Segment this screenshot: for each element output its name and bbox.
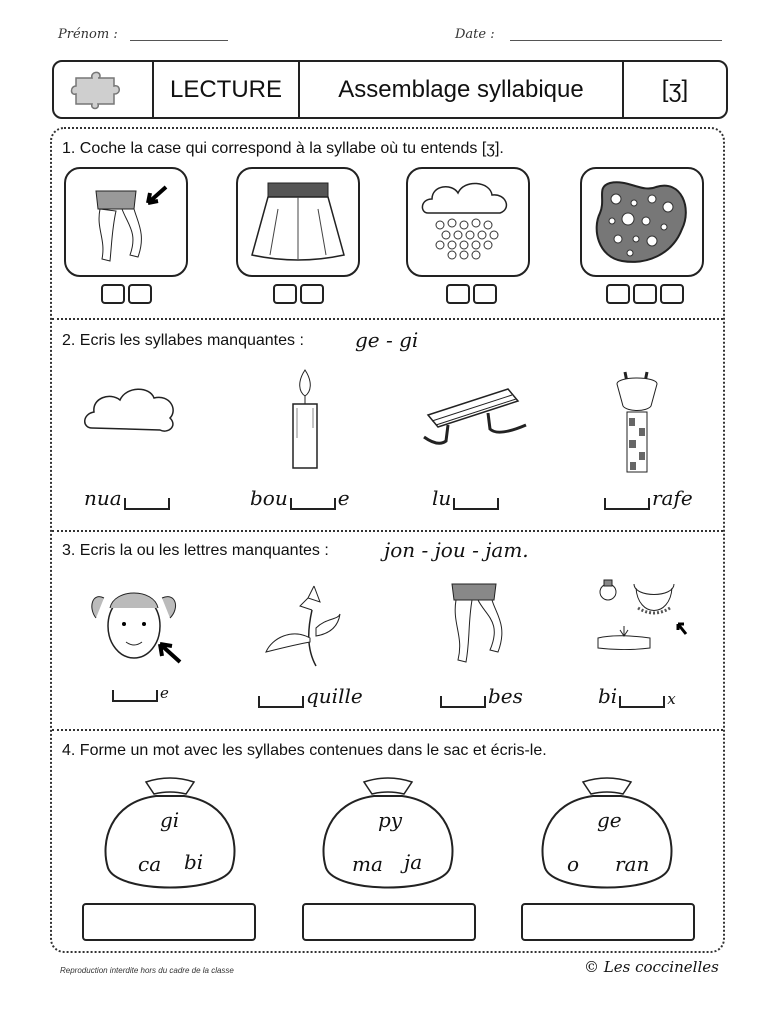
bag-syllable: gi [160, 808, 180, 832]
exercise3-letters: jon - jou - jam. [384, 538, 529, 562]
bag-syllable: ge [597, 808, 622, 832]
fill-word: bes [438, 684, 523, 708]
bag-syllable: ca [138, 852, 162, 876]
fill-word: lu [432, 486, 501, 510]
puzzle-piece-icon [54, 62, 152, 117]
exercise1-instruction: 1. Coche la case qui correspond à la syllabe où tu entends [ʒ]. [62, 140, 504, 157]
answer-blank[interactable] [258, 696, 304, 708]
subject-title: LECTURE [152, 62, 298, 117]
fill-word: bou e [250, 486, 350, 510]
joue-picture [84, 578, 184, 673]
jonquille-picture [262, 578, 342, 673]
publisher-signature: © Les coccinelles [584, 958, 719, 976]
eponge-picture [580, 167, 704, 277]
date-field[interactable] [510, 40, 722, 41]
fill-word: bi x [598, 684, 676, 708]
exercise2-syllables: ge - gi [355, 328, 419, 352]
copyright-notice: Reproduction interdite hors du cadre de la classe [60, 966, 234, 975]
syllable-checkbox[interactable] [660, 284, 684, 304]
bag-syllable: bi [184, 850, 204, 874]
syllable-checkbox[interactable] [606, 284, 630, 304]
section-divider [52, 729, 723, 731]
bag-syllable: ja [404, 850, 423, 874]
bijoux-picture [594, 578, 694, 669]
answer-blank[interactable] [619, 696, 665, 708]
section-divider [52, 318, 723, 320]
answer-blank[interactable] [290, 498, 336, 510]
bag-syllable: py [378, 808, 403, 832]
syllable-checkbox[interactable] [101, 284, 125, 304]
answer-blank[interactable] [440, 696, 486, 708]
exercise4-instruction: 4. Forme un mot avec les syllabes contenues dans le sac et écris-le. [62, 742, 547, 759]
syllable-checkbox[interactable] [473, 284, 497, 304]
syllable-checkbox[interactable] [300, 284, 324, 304]
fill-word: rafe [602, 486, 693, 510]
syllable-checkbox[interactable] [128, 284, 152, 304]
exercise2-instruction: 2. Ecris les syllabes manquantes : [62, 332, 304, 349]
sound-label: [ʒ] [622, 62, 726, 117]
fill-word: quille [256, 684, 363, 708]
fill-word: nua [84, 486, 172, 510]
answer-box[interactable] [82, 903, 256, 941]
answer-blank[interactable] [604, 498, 650, 510]
nuage-picture [80, 378, 180, 443]
bag-syllable: ran [615, 852, 650, 876]
bougie-picture [283, 368, 327, 479]
title-bar [52, 60, 728, 119]
jupe-picture [236, 167, 360, 277]
neige-picture [406, 167, 530, 277]
jambes-picture [446, 580, 510, 671]
bag-syllable: ma [352, 852, 383, 876]
syllable-checkbox[interactable] [633, 284, 657, 304]
syllable-bag [537, 772, 677, 902]
jambe-picture [64, 167, 188, 277]
luge-picture [418, 385, 530, 454]
bag-syllable: o [567, 852, 580, 876]
girafe-picture [607, 368, 667, 479]
syllable-checkbox[interactable] [273, 284, 297, 304]
section-divider [52, 530, 723, 532]
answer-box[interactable] [302, 903, 476, 941]
prenom-field[interactable] [130, 40, 228, 41]
syllable-bag [318, 772, 458, 902]
prenom-label: Prénom : [58, 27, 118, 42]
answer-blank[interactable] [112, 690, 158, 702]
syllable-bag [100, 772, 240, 902]
answer-blank[interactable] [124, 498, 170, 510]
date-label: Date : [455, 27, 495, 42]
answer-box[interactable] [521, 903, 695, 941]
fill-word: e [110, 684, 169, 702]
exercise3-instruction: 3. Ecris la ou les lettres manquantes : [62, 542, 329, 559]
syllable-checkbox[interactable] [446, 284, 470, 304]
answer-blank[interactable] [453, 498, 499, 510]
topic-title: Assemblage syllabique [298, 62, 622, 117]
